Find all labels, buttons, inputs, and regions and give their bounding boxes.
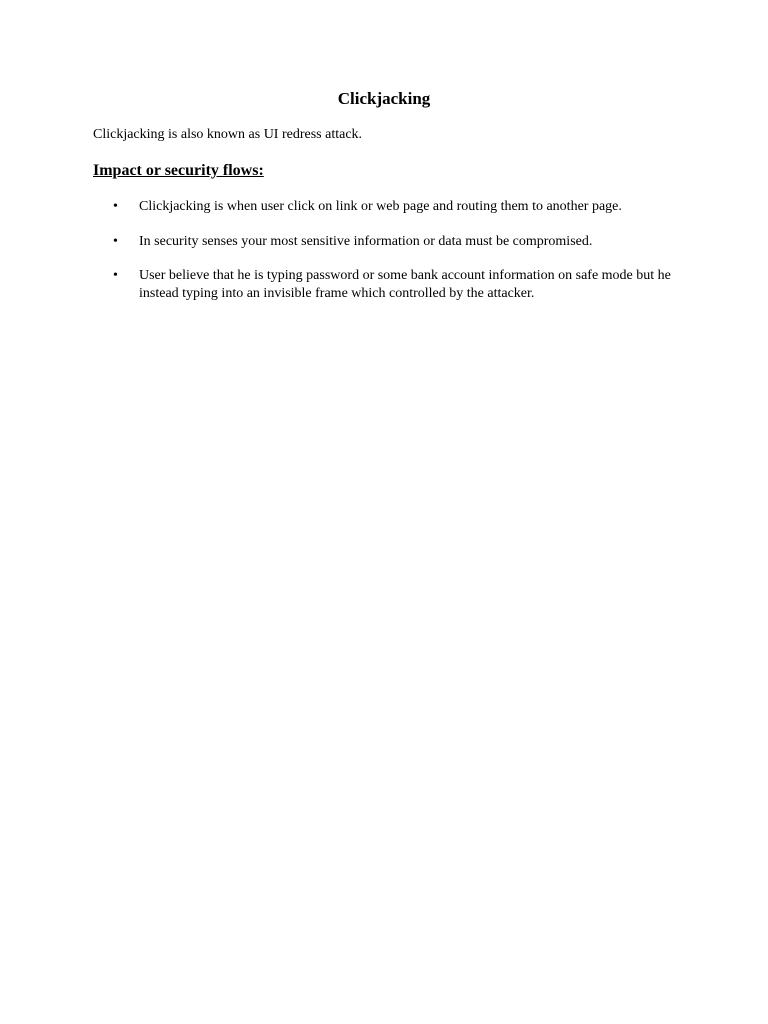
bullet-icon: • xyxy=(113,199,118,214)
page-title: Clickjacking xyxy=(337,89,431,108)
bullet-icon: • xyxy=(113,234,118,249)
bullet-text: In security senses your most sensitive information or data must be compromised. xyxy=(139,234,593,249)
bullet-text: User believe that he is typing password or some bank account information on safe mode but he instead typing into an invisible frame which controlled by the attacker. xyxy=(139,268,671,301)
intro-paragraph: Clickjacking is also known as UI redress attack. xyxy=(93,127,363,142)
bullet-text: Clickjacking is when user click on link or web page and routing them to another page. xyxy=(139,199,622,214)
bullet-icon: • xyxy=(113,268,118,283)
section-heading: Impact or security flows: xyxy=(93,162,264,179)
